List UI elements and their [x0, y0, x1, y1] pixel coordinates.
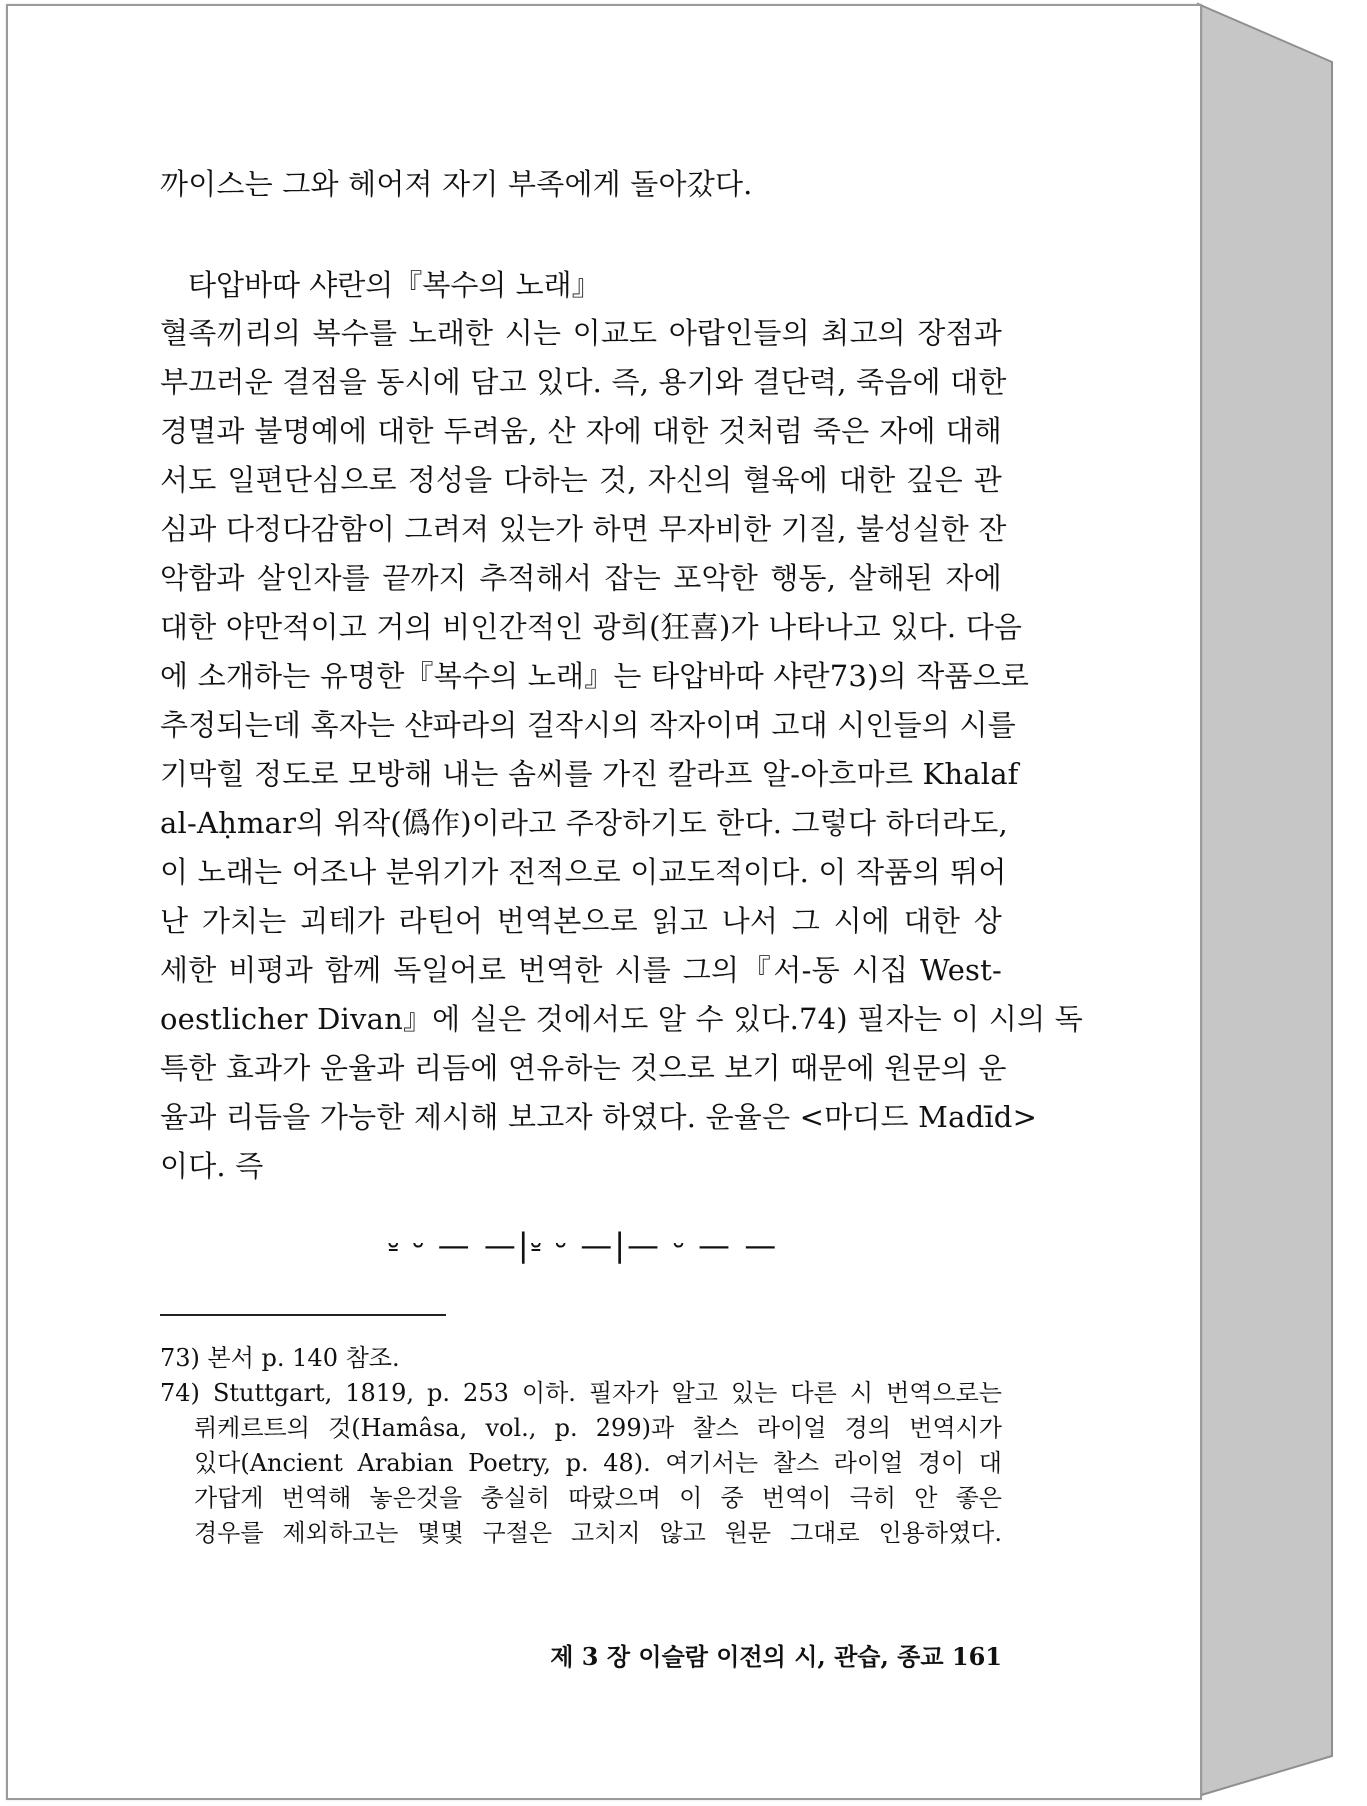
paragraph-line: 악함과 살인자를 끝까지 추적해서 잡는 포악한 행동, 살해된 자에 — [160, 561, 1002, 595]
paragraph-line: 경멸과 불명예에 대한 두려움, 산 자에 대한 것처럼 죽은 자에 대해 — [160, 414, 1002, 448]
paragraph-line: 서도 일편단심으로 정성을 다하는 것, 자신의 혈육에 대한 깊은 관 — [160, 463, 1002, 497]
paragraph-line: 기막힐 정도로 모방해 내는 솜씨를 가진 칼라프 알-아흐마르 Khalaf — [160, 757, 1019, 791]
paragraph-line: 부끄러운 결점을 동시에 담고 있다. 즉, 용기와 결단력, 죽음에 대한 — [160, 365, 1007, 399]
running-footer: 제 3 장 이슬람 이전의 시, 관습, 종교 161 — [550, 1642, 1002, 1671]
paragraph-line: 난 가치는 괴테가 라틴어 번역본으로 읽고 나서 그 시에 대한 상 — [160, 904, 1002, 938]
footnote-74-line: 74) Stuttgart, 1819, p. 253 이하. 필자가 알고 있는 다른 시 번역으로는 — [160, 1379, 1002, 1407]
meter-scansion: ⏓ ⏑ — —|⏓ ⏑ —|— ⏑ — — — [388, 1226, 779, 1264]
paragraph-line: 이다. 즉 — [160, 1149, 264, 1183]
paragraph-line: 심과 다정다감함이 그려져 있는가 하면 무자비한 기질, 불성실한 잔 — [160, 512, 1007, 546]
paragraph-line: 이 노래는 어조나 분위기가 전적으로 이교도적이다. 이 작품의 뛰어 — [160, 855, 1007, 889]
footnote-74-line: 경우를 제외하고는 몇몇 구절은 고치지 않고 원문 그대로 인용하였다. — [194, 1519, 1002, 1547]
footnote-74-line: 가답게 번역해 놓은것을 충실히 따랐으며 이 중 번역이 극히 안 좋은 — [194, 1484, 1002, 1512]
footnote-rule — [160, 1314, 446, 1316]
paragraph-line: al-Aḥmar의 위작(僞作)이라고 주장하기도 한다. 그렇다 하더라도, — [160, 806, 1008, 840]
opening-line: 까이스는 그와 헤어져 자기 부족에게 돌아갔다. — [160, 167, 753, 201]
footnote-74-line: 있다(Ancient Arabian Poetry, p. 48). 여기서는 찰스 라이얼 경이 대 — [194, 1449, 1002, 1477]
paragraph-line: oestlicher Divan』에 실은 것에서도 알 수 있다.74) 필자는 이 시의 독 — [160, 1002, 1083, 1036]
footnote-73: 73) 본서 p. 140 참조. — [160, 1344, 400, 1372]
paragraph-line: 에 소개하는 유명한『복수의 노래』는 타압바따 샤란73)의 작품으로 — [160, 659, 1030, 693]
paragraph-line: 율과 리듬을 가능한 제시해 보고자 하였다. 운율은 <마디드 Madīd> — [160, 1100, 1038, 1134]
paragraph-line: 추정되는데 혹자는 샨파라의 걸작시의 작자이며 고대 시인들의 시를 — [160, 708, 1016, 742]
section-heading: 타압바따 샤란의『복수의 노래』 — [188, 268, 601, 302]
paragraph-line: 대한 야만적이고 거의 비인간적인 광희(狂喜)가 나타나고 있다. 다음 — [160, 610, 1023, 644]
footnote-74-line: 뤼케르트의 것(Hamâsa, vol., p. 299)과 찰스 라이얼 경의 번역시가 — [194, 1414, 1002, 1442]
paragraph-line: 특한 효과가 운율과 리듬에 연유하는 것으로 보기 때문에 원문의 운 — [160, 1051, 1007, 1085]
paragraph-line: 혈족끼리의 복수를 노래한 시는 이교도 아랍인들의 최고의 장점과 — [160, 316, 1002, 350]
paragraph-line: 세한 비평과 함께 독일어로 번역한 시를 그의『서-동 시집 West- — [160, 953, 1002, 987]
